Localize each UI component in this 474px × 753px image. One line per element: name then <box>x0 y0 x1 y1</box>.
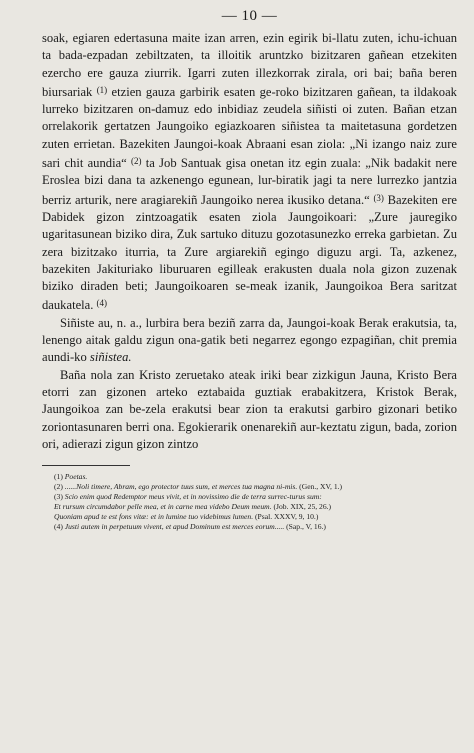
footnote-4-reference: (Sap., V, 16.) <box>284 522 326 532</box>
footnote-4 <box>42 522 457 532</box>
footnote-3-reference-2: (Psal. XXXV, 9, 10.) <box>253 512 319 522</box>
footnote-4-latin: Justi autem in perpetuum vivent, et apud Dominum est merces eorum..... <box>64 522 285 532</box>
footnote-ref-2: (2) <box>131 156 142 167</box>
footnote-1-number: (1) <box>54 472 63 482</box>
paragraph-2-emphasis: siñistea. <box>89 350 132 365</box>
footnote-2-reference: (Gen., XV, 1.) <box>297 482 343 492</box>
footnote-3-continued <box>42 502 457 512</box>
footnote-2-latin: ......Noli timere, Abram, ego protector tuus sum, et merces tua magna ni-mis. <box>64 482 298 492</box>
body-text <box>42 30 457 453</box>
paragraph-1-text-d: Bazekiten ere Dabidek gizon zintzoagatik esaten ziola Jaungoikoari: „Zure jauregiko ugaritasunean biziko dira, Zuk sartuko dituzu gozotasunezko erreka garbietan. Zu zera bizitzako iturria, ta Zure argiarekiñ egingo diguzu argi. Ta, azkenez, bazekiten Jakituriako liburuaren egilleak erakusten duala nola gizon zuzenak biziko diraden beti; Jaungoikoaren se-meak izanik, Jaungoikoa Bera saritzat daukatela. <box>42 192 457 313</box>
footnote-ref-1: (1) <box>96 84 108 95</box>
paragraph-3: Baña nola zan Kristo zeruetako ateak iriki bear zizkigun Jauna, Kristo Bera etorri zan gizonen arteko eztabaida guztiak erabakitzera, Kristok Berak, Jaungoikoa zan be-zela erakutsi bear zion ta erakutsi garbiro gizonari betiko zoriontasunaren berri ona. Egokierarik onenarekiñ aur-keztatu zigun, bada, zorion ori, adierazi zigun gizon zintzo <box>42 367 457 451</box>
paragraph-2-text: Siñiste au, n. a., lurbira bera beziñ zarra da, Jaungoi-koak Berak erakutsia, ta, lenengo aitak galdu zigun ona-gatik beti negarrez egongo ezpagiñan, chit premia aundi-ko <box>42 315 457 365</box>
paragraph-1-text-b: etzien gauza garbirik esaten ge-roko bizitzaren gañean, ta ildakoak lurreko bizitzaren on-damuz edo inbidiaz zeudela siñisti oi zuten. Bañan etzan orrelakorik gertatzen Jaungoiko egiazkoaren siñistea ta maitetasuna gordetzen zuten errietan. Bazekiten Jaungoi-koak Abraani esan ziola: „Ni izango naiz zure sari chit aundia“ <box>42 84 457 171</box>
footnote-3 <box>42 492 457 502</box>
footnote-ref-4: (4) <box>96 298 108 309</box>
footnote-2 <box>42 482 457 492</box>
footnotes <box>42 472 457 532</box>
footnote-3-latin-b: Et rursum circumdabor pelle mea, et in carne mea videbo Deum meum. <box>54 502 272 512</box>
paragraph-1-text-a: soak, egiaren edertasuna maite izan arren, ezin egirik bi-llatu zuten, ichu-ichuan ta bada-ezpadan zebiltzaten, ta illoitik aruntzko bizitzaren gañean etzekiten ezercho ere gauza ziurrik. Igarri zuten illezkorrak zirala, ori bai; baña beren biursariak <box>42 31 457 99</box>
page-number: — 10 — <box>221 8 278 24</box>
footnote-divider <box>42 465 130 466</box>
footnote-3-number: (3) <box>54 492 63 502</box>
footnote-2-number: (2) <box>54 482 63 492</box>
footnote-1-text: Poetas. <box>64 472 88 482</box>
paragraph-2 <box>42 315 457 367</box>
footnote-1 <box>42 472 457 482</box>
footnote-3-reference: (Job. XIX, 25, 26.) <box>271 502 332 512</box>
paragraph-1 <box>42 30 457 315</box>
footnote-4-number: (4) <box>54 522 63 532</box>
paragraph-1-text-c: ta Job Santuak gisa onetan itz egin zuala: „Nik badakit nere Eroslea bizi dana ta azkenengo egunean, lur-biratik jagi ta nere lurrezko jantzia berriz arturik, nere aragiarekiñ Jaungoiko nerea ikusiko detana.“ <box>42 156 457 207</box>
footnote-3-latin-a: Scio enim quod Redemptor meus vivit, et in novissimo die de terra surrec-turus sum: <box>64 492 322 502</box>
footnote-3-psalm <box>42 512 457 522</box>
footnote-ref-3: (3) <box>373 192 384 203</box>
footnote-3-latin-c: Quoniam apud te est fons vitæ: et in lumine tuo videbimus lumen. <box>54 512 254 522</box>
